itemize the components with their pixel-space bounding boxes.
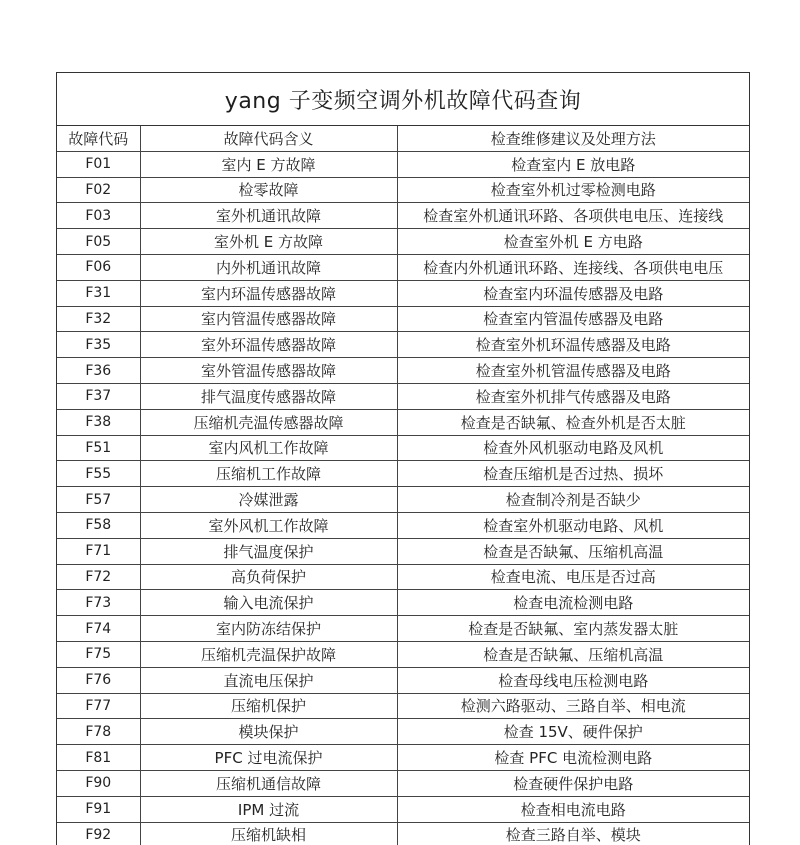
table-row (57, 719, 749, 745)
fault-meaning-cell: 排气温度保护 (140, 538, 397, 564)
fault-meaning-cell: 压缩机壳温保护故障 (140, 641, 397, 667)
fault-meaning-cell: 直流电压保护 (140, 667, 397, 693)
fault-code-cell: F78 (57, 719, 140, 745)
fault-code-cell: F76 (57, 667, 140, 693)
repair-action-cell: 检查室内 E 放电路 (397, 151, 749, 177)
table-row (57, 796, 749, 822)
table-row (57, 590, 749, 616)
fault-code-sheet (56, 72, 750, 845)
fault-code-cell: F38 (57, 409, 140, 435)
fault-code-cell: F35 (57, 332, 140, 358)
fault-code-cell: F81 (57, 745, 140, 771)
table-row (57, 461, 749, 487)
repair-action-cell: 检查电流检测电路 (397, 590, 749, 616)
fault-meaning-cell: 室外管温传感器故障 (140, 358, 397, 384)
fault-meaning-cell: 高负荷保护 (140, 564, 397, 590)
repair-action-cell: 检查室内管温传感器及电路 (397, 306, 749, 332)
table-header-row (57, 126, 749, 151)
fault-code-cell: F31 (57, 280, 140, 306)
table-row (57, 177, 749, 203)
header-code: 故障代码 (57, 126, 140, 151)
repair-action-cell: 检查三路自举、模块 (397, 822, 749, 845)
table-row (57, 512, 749, 538)
repair-action-cell: 检查外风机驱动电路及风机 (397, 435, 749, 461)
repair-action-cell: 检测六路驱动、三路自举、相电流 (397, 693, 749, 719)
table-row (57, 770, 749, 796)
fault-meaning-cell: 排气温度传感器故障 (140, 383, 397, 409)
fault-meaning-cell: 压缩机工作故障 (140, 461, 397, 487)
fault-code-cell: F05 (57, 229, 140, 255)
document-title: yang 子变频空调外机故障代码查询 (57, 73, 749, 126)
table-row (57, 822, 749, 845)
fault-meaning-cell: 室内 E 方故障 (140, 151, 397, 177)
fault-meaning-cell: 输入电流保护 (140, 590, 397, 616)
fault-meaning-cell: 室内管温传感器故障 (140, 306, 397, 332)
repair-action-cell: 检查 PFC 电流检测电路 (397, 745, 749, 771)
repair-action-cell: 检查硬件保护电路 (397, 770, 749, 796)
fault-code-cell: F55 (57, 461, 140, 487)
fault-code-cell: F37 (57, 383, 140, 409)
fault-meaning-cell: 室内环温传感器故障 (140, 280, 397, 306)
table-row (57, 203, 749, 229)
fault-meaning-cell: 室外机 E 方故障 (140, 229, 397, 255)
table-row (57, 745, 749, 771)
header-meaning: 故障代码含义 (140, 126, 397, 151)
table-row (57, 616, 749, 642)
repair-action-cell: 检查母线电压检测电路 (397, 667, 749, 693)
fault-code-cell: F57 (57, 487, 140, 513)
fault-meaning-cell: PFC 过电流保护 (140, 745, 397, 771)
fault-meaning-cell: 压缩机壳温传感器故障 (140, 409, 397, 435)
table-row (57, 254, 749, 280)
fault-code-cell: F51 (57, 435, 140, 461)
table-row (57, 667, 749, 693)
table-row (57, 358, 749, 384)
fault-meaning-cell: 模块保护 (140, 719, 397, 745)
fault-code-table (57, 126, 749, 845)
fault-meaning-cell: 室内防冻结保护 (140, 616, 397, 642)
fault-code-cell: F71 (57, 538, 140, 564)
table-row (57, 229, 749, 255)
table-row (57, 332, 749, 358)
fault-code-cell: F92 (57, 822, 140, 845)
table-row (57, 306, 749, 332)
repair-action-cell: 检查室外机通讯环路、各项供电电压、连接线 (397, 203, 749, 229)
fault-meaning-cell: 压缩机通信故障 (140, 770, 397, 796)
fault-code-cell: F72 (57, 564, 140, 590)
repair-action-cell: 检查相电流电路 (397, 796, 749, 822)
fault-meaning-cell: 室外机通讯故障 (140, 203, 397, 229)
fault-code-cell: F03 (57, 203, 140, 229)
fault-meaning-cell: 室外环温传感器故障 (140, 332, 397, 358)
repair-action-cell: 检查是否缺氟、室内蒸发器太脏 (397, 616, 749, 642)
repair-action-cell: 检查室外机排气传感器及电路 (397, 383, 749, 409)
repair-action-cell: 检查室外机环温传感器及电路 (397, 332, 749, 358)
repair-action-cell: 检查室外机驱动电路、风机 (397, 512, 749, 538)
table-row (57, 693, 749, 719)
fault-code-cell: F06 (57, 254, 140, 280)
repair-action-cell: 检查电流、电压是否过高 (397, 564, 749, 590)
fault-meaning-cell: 室外风机工作故障 (140, 512, 397, 538)
table-row (57, 538, 749, 564)
table-row (57, 564, 749, 590)
fault-code-cell: F75 (57, 641, 140, 667)
fault-code-cell: F73 (57, 590, 140, 616)
fault-meaning-cell: 室内风机工作故障 (140, 435, 397, 461)
table-row (57, 151, 749, 177)
fault-code-cell: F32 (57, 306, 140, 332)
repair-action-cell: 检查内外机通讯环路、连接线、各项供电电压 (397, 254, 749, 280)
table-row (57, 409, 749, 435)
repair-action-cell: 检查室外机过零检测电路 (397, 177, 749, 203)
fault-meaning-cell: 压缩机缺相 (140, 822, 397, 845)
fault-code-cell: F74 (57, 616, 140, 642)
table-row (57, 487, 749, 513)
repair-action-cell: 检查室外机管温传感器及电路 (397, 358, 749, 384)
table-row (57, 383, 749, 409)
repair-action-cell: 检查 15V、硬件保护 (397, 719, 749, 745)
table-row (57, 435, 749, 461)
fault-code-cell: F91 (57, 796, 140, 822)
fault-meaning-cell: 压缩机保护 (140, 693, 397, 719)
repair-action-cell: 检查压缩机是否过热、损坏 (397, 461, 749, 487)
fault-meaning-cell: 冷媒泄露 (140, 487, 397, 513)
fault-meaning-cell: 内外机通讯故障 (140, 254, 397, 280)
fault-code-cell: F58 (57, 512, 140, 538)
table-row (57, 641, 749, 667)
fault-meaning-cell: IPM 过流 (140, 796, 397, 822)
repair-action-cell: 检查是否缺氟、检查外机是否太脏 (397, 409, 749, 435)
fault-meaning-cell: 检零故障 (140, 177, 397, 203)
repair-action-cell: 检查制冷剂是否缺少 (397, 487, 749, 513)
fault-code-cell: F90 (57, 770, 140, 796)
header-action: 检查维修建议及处理方法 (397, 126, 749, 151)
fault-code-cell: F77 (57, 693, 140, 719)
repair-action-cell: 检查室外机 E 方电路 (397, 229, 749, 255)
repair-action-cell: 检查是否缺氟、压缩机高温 (397, 641, 749, 667)
repair-action-cell: 检查是否缺氟、压缩机高温 (397, 538, 749, 564)
fault-code-cell: F02 (57, 177, 140, 203)
table-row (57, 280, 749, 306)
fault-code-cell: F36 (57, 358, 140, 384)
fault-code-cell: F01 (57, 151, 140, 177)
repair-action-cell: 检查室内环温传感器及电路 (397, 280, 749, 306)
